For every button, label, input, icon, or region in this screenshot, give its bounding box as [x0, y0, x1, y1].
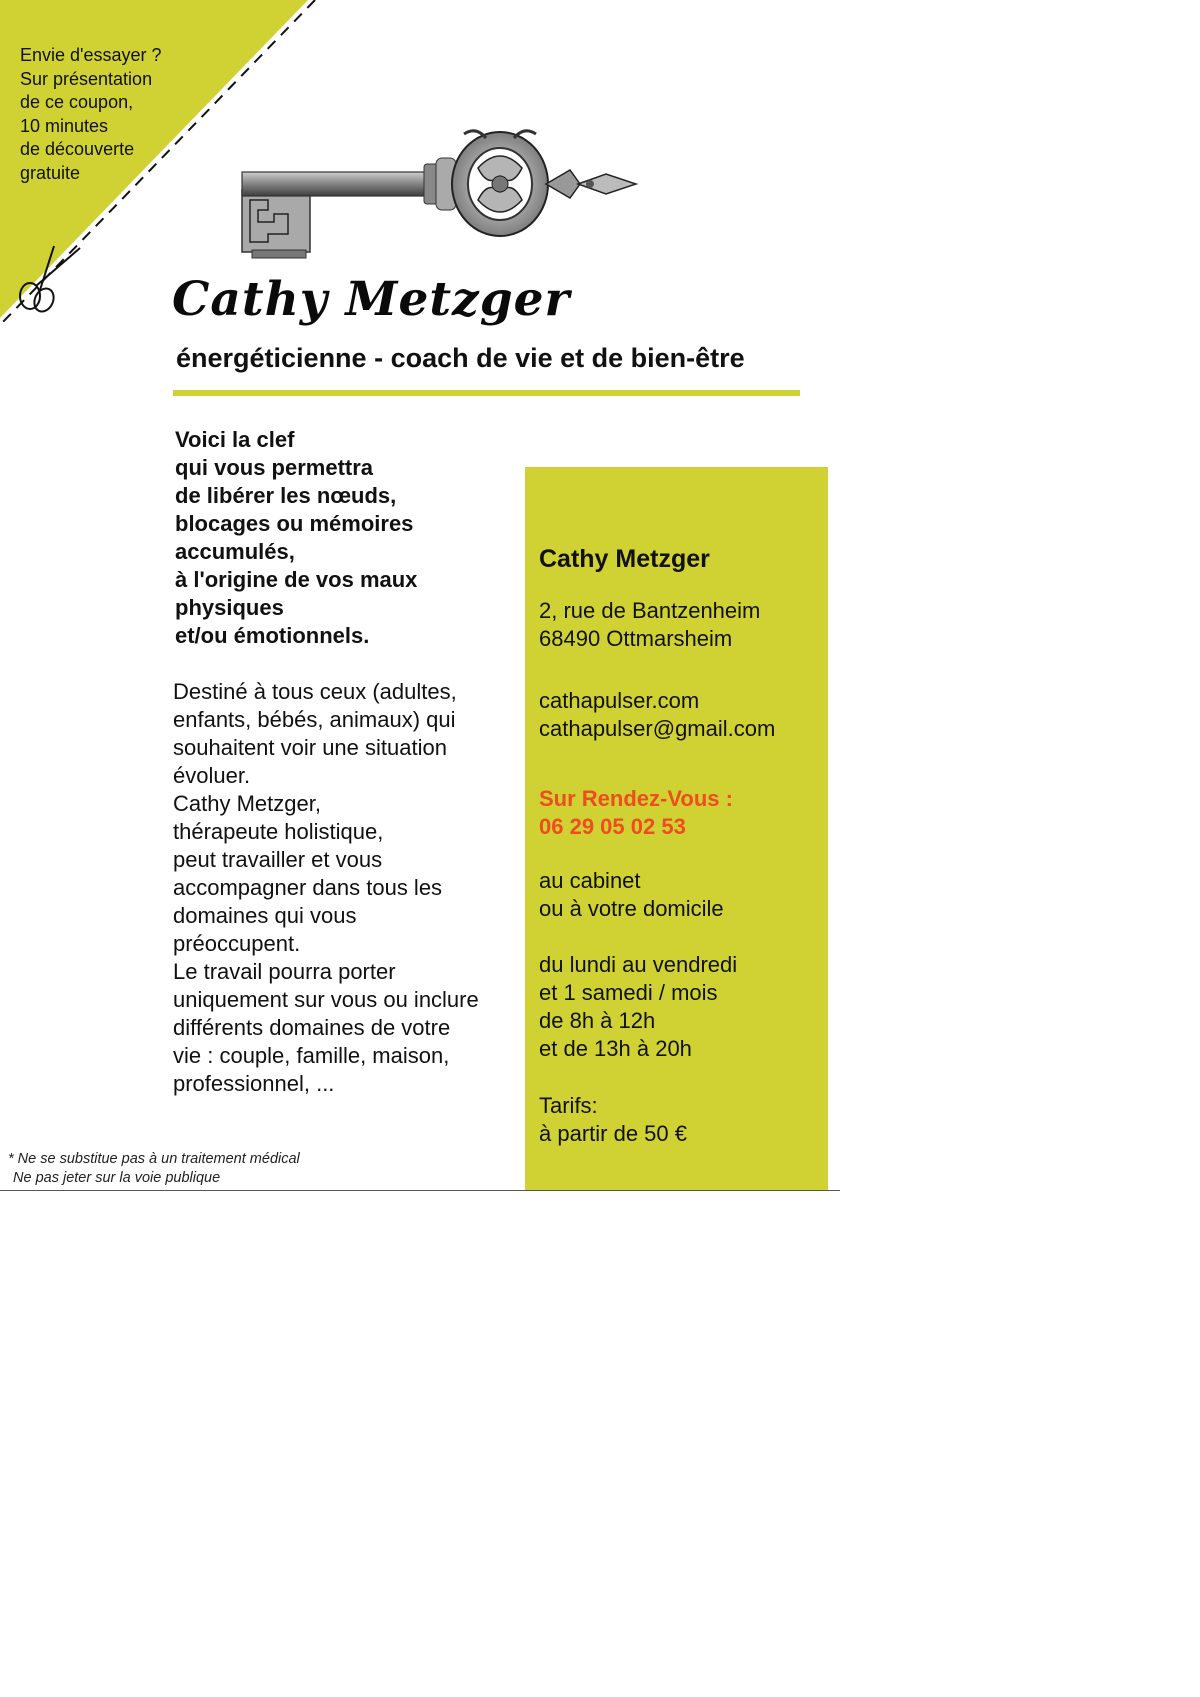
coupon-line: de découverte [20, 139, 135, 159]
intro-line: blocages ou mémoires [175, 511, 414, 536]
coupon-text [20, 44, 185, 185]
scissors-icon [8, 240, 88, 320]
intro-line: physiques [175, 595, 284, 620]
intro-line: Voici la clef [175, 427, 295, 452]
appointment-info [539, 785, 733, 841]
intro-line: qui vous permettra [175, 455, 374, 480]
description-line: différents domaines de votre [173, 1015, 451, 1040]
bottom-divider [0, 1190, 840, 1191]
intro-line: à l'origine de vos maux [175, 567, 418, 592]
disclaimer-line: Ne pas jeter sur la voie publique [13, 1170, 221, 1186]
disclaimer-line: * Ne se substitue pas à un traitement médical [8, 1151, 300, 1167]
description-line: Le travail pourra porter [173, 959, 396, 984]
description-line: Cathy Metzger, [173, 791, 321, 816]
appointment-label: Sur Rendez-Vous : [539, 786, 733, 811]
brand-subtitle: énergéticienne - coach de vie et de bien-être [176, 343, 745, 373]
description-line: Destiné à tous ceux (adultes, [173, 679, 457, 704]
rates-info [539, 1092, 687, 1148]
description-line: peut travailler et vous [173, 847, 383, 872]
rates-value: à partir de 50 € [539, 1121, 687, 1146]
hours-line: du lundi au vendredi [539, 952, 738, 977]
contact-panel [525, 467, 828, 1190]
description-line: professionnel, ... [173, 1071, 335, 1096]
address-line: 2, rue de Bantzenheim [539, 598, 761, 623]
description-line: accompagner dans tous les [173, 875, 443, 900]
contact-address [539, 597, 760, 653]
description-line: évoluer. [173, 763, 251, 788]
phone-number[interactable]: 06 29 05 02 53 [539, 814, 686, 839]
contact-name: Cathy Metzger [539, 545, 710, 573]
location-info [539, 867, 724, 923]
coupon-line: gratuite [20, 162, 81, 183]
description-line: thérapeute holistique, [173, 819, 384, 844]
description-line: souhaitent voir une situation [173, 735, 447, 760]
intro-paragraph [175, 426, 505, 650]
coupon-line: de ce coupon, [20, 92, 134, 112]
rates-label: Tarifs: [539, 1093, 598, 1118]
address-line: 68490 Ottmarsheim [539, 626, 733, 651]
location-line: au cabinet [539, 868, 641, 893]
hours-line: de 8h à 12h [539, 1008, 656, 1033]
opening-hours [539, 951, 737, 1063]
location-line: ou à votre domicile [539, 896, 724, 921]
intro-line: et/ou émotionnels. [175, 623, 370, 648]
description-paragraph [173, 678, 513, 1098]
coupon-line: Sur présentation [20, 68, 153, 89]
email-link[interactable]: cathapulser@gmail.com [539, 716, 776, 741]
brand-name: Cathy Metzger [172, 272, 571, 327]
description-line: uniquement sur vous ou inclure [173, 987, 479, 1012]
coupon-line: Envie d'essayer ? [20, 45, 162, 65]
description-line: vie : couple, famille, maison, [173, 1043, 450, 1068]
description-line: préoccupent. [173, 931, 301, 956]
disclaimer [8, 1150, 300, 1188]
key-illustration [238, 128, 648, 268]
contact-web [539, 687, 775, 743]
intro-line: accumulés, [175, 539, 295, 564]
coupon-line: 10 minutes [20, 115, 109, 136]
description-line: enfants, bébés, animaux) qui [173, 707, 456, 732]
accent-divider [173, 390, 800, 396]
website-link[interactable]: cathapulser.com [539, 688, 700, 713]
hours-line: et 1 samedi / mois [539, 980, 718, 1005]
intro-line: de libérer les nœuds, [175, 483, 397, 508]
description-line: domaines qui vous [173, 903, 357, 928]
hours-line: et de 13h à 20h [539, 1036, 692, 1061]
